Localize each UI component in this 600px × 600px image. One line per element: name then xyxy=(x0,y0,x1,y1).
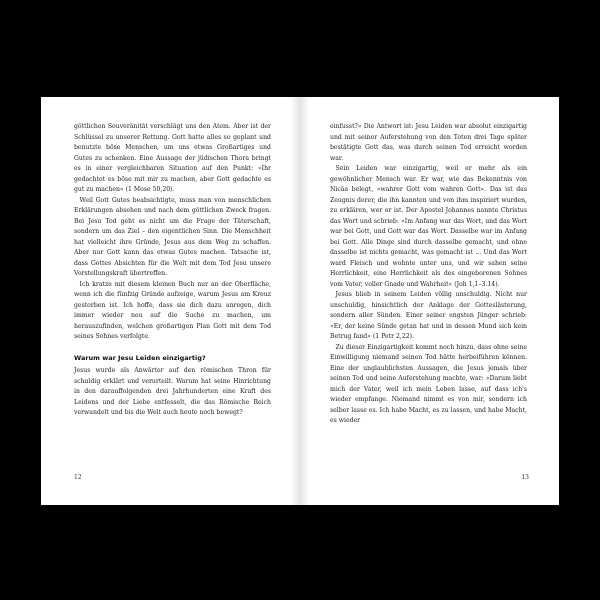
right-page-text xyxy=(330,122,527,427)
paragraph: Weil Gott Gutes beabsichtigte, muss man von menschlichen Erklärungen absehen und nach dem göttlichen Zweck fragen. Bei Jesu Tod geht es nicht um die Frage der Täterschaft, sondern um das Ziel – den eigentlichen Sinn. Die Menschheit hat vielleicht ihre Gründe, Jesus aus dem Weg zu schaffen. Aber nur Gott kann das etwas Gutes machen. Tatsache ist, dass Gottes Absichten für die Welt mit dem Tod Jesu unsere Vorstellungskraft übertreffen. xyxy=(74,196,271,277)
paragraph: Zu dieser Einzigartigkeit kommt noch hinzu, dass ohne seine Einwilligung niemand seinen Tod hätte herbeiführen können. Eine der unglaublichsten Aussagen, die Jesus jemals über seinen Tod und seine Auferstehung machte, war: »Darum liebt mich der Vater, weil ich mein Leben lasse, auf dass ich's wieder empfange. Niemand nimmt es von mir, sondern ich selber lasse es. Ich habe Macht, es zu lassen, und habe Macht, es wieder xyxy=(330,343,527,424)
page-number-right: 13 xyxy=(521,474,529,481)
right-page xyxy=(300,97,559,505)
left-page-text xyxy=(74,122,271,419)
paragraph: Sein Leiden war einzigartig, weil er mehr als ein gewöhnlicher Mensch war. Er war, wie das Bekenntnis von Nicäa belegt, »wahrer Gott vom wahren Gott«. Das ist das Zeugnis derer, die ihn kannten und von ihm inspiriert wurden, zu erklären, wer er ist. Der Apostel Johannes nannte Christus das Wort und schrieb: »Im Anfang war das Wort, und das Wort war bei Gott, und Gott war das Wort. Dasselbe war im Anfang bei Gott. Alle Dinge sind durch dasselbe gemacht, und ohne dasselbe ist nichts gemacht, was gemacht ist ... Und das Wort ward Fleisch und wohnte unter uns, und wir sahen seine Herrlichkeit, eine Herrlichkeit als des eingeborenen Sohnes vom Vater, voller Gnade und Wahrheit« (Joh 1,1–3.14). xyxy=(330,165,527,288)
paragraph: einfusst?« Die Antwort ist: Jesu Leiden war absolut einzigartig und mit seiner Auferstehung von den Toten drei Tage später bestätigte Gott das, was durch seinen Tod erreicht worden war. xyxy=(330,123,527,162)
paragraph: Jesus blieb in seinem Leiden völlig unschuldig. Nicht nur unschuldig, hinsichtlich der Anklage der Gotteslästerung, sondern aller Sünden. Einer seiner engsten Jünger schrieb: »Er, der keine Sünde getan hat und in dessen Mund sich kein Betrug fand« (1 Petr 2,22). xyxy=(330,291,527,340)
paragraph: Jesus wurde als Anwärter auf den römischen Thron für schuldig erklärt und verurteilt. Warum hat seine Hinrichtung in den darauffolgenden drei Jahrhunderten eine Kraft des Leidens und der Liebe entfesselt, die das Römische Reich verwandelt und bis die Welt auch heute noch bewegt? xyxy=(74,367,271,416)
paragraph: göttlichen Souveränität verschlägt uns den Atem. Aber ist der Schlüssel zu unserer Rettung. Gott hatte alles so geplant und benutzte böse Menschen, um uns etwas Großartiges und Gutes zu schenken. Eine Aussage der jüdischen Thora bringt es in einer vergleichbaren Situation auf den Punkt: »Ihr gedachtet es böse mit mir zu machen, aber Gott gedachte es gut zu machen« (1 Mose 50,20). xyxy=(74,123,271,193)
paragraph: Ich kratze mit diesem kleinen Buch nur an der Oberfläche, wenn ich die fünfzig Gründe aufzeige, warum Jesus am Kreuz gestorben ist. Ich hoffe, dass sie dich dazu anregen, dich immer wieder neu auf die Suche zu machen, um herauszufinden, welchen großartigen Plan Gott mit dem Tod seines Sohnes verfolgte. xyxy=(74,280,271,340)
left-page xyxy=(41,97,300,505)
page-number-left: 12 xyxy=(74,474,82,481)
section-heading: Warum war Jesu Leiden einzigartig? xyxy=(74,353,206,362)
